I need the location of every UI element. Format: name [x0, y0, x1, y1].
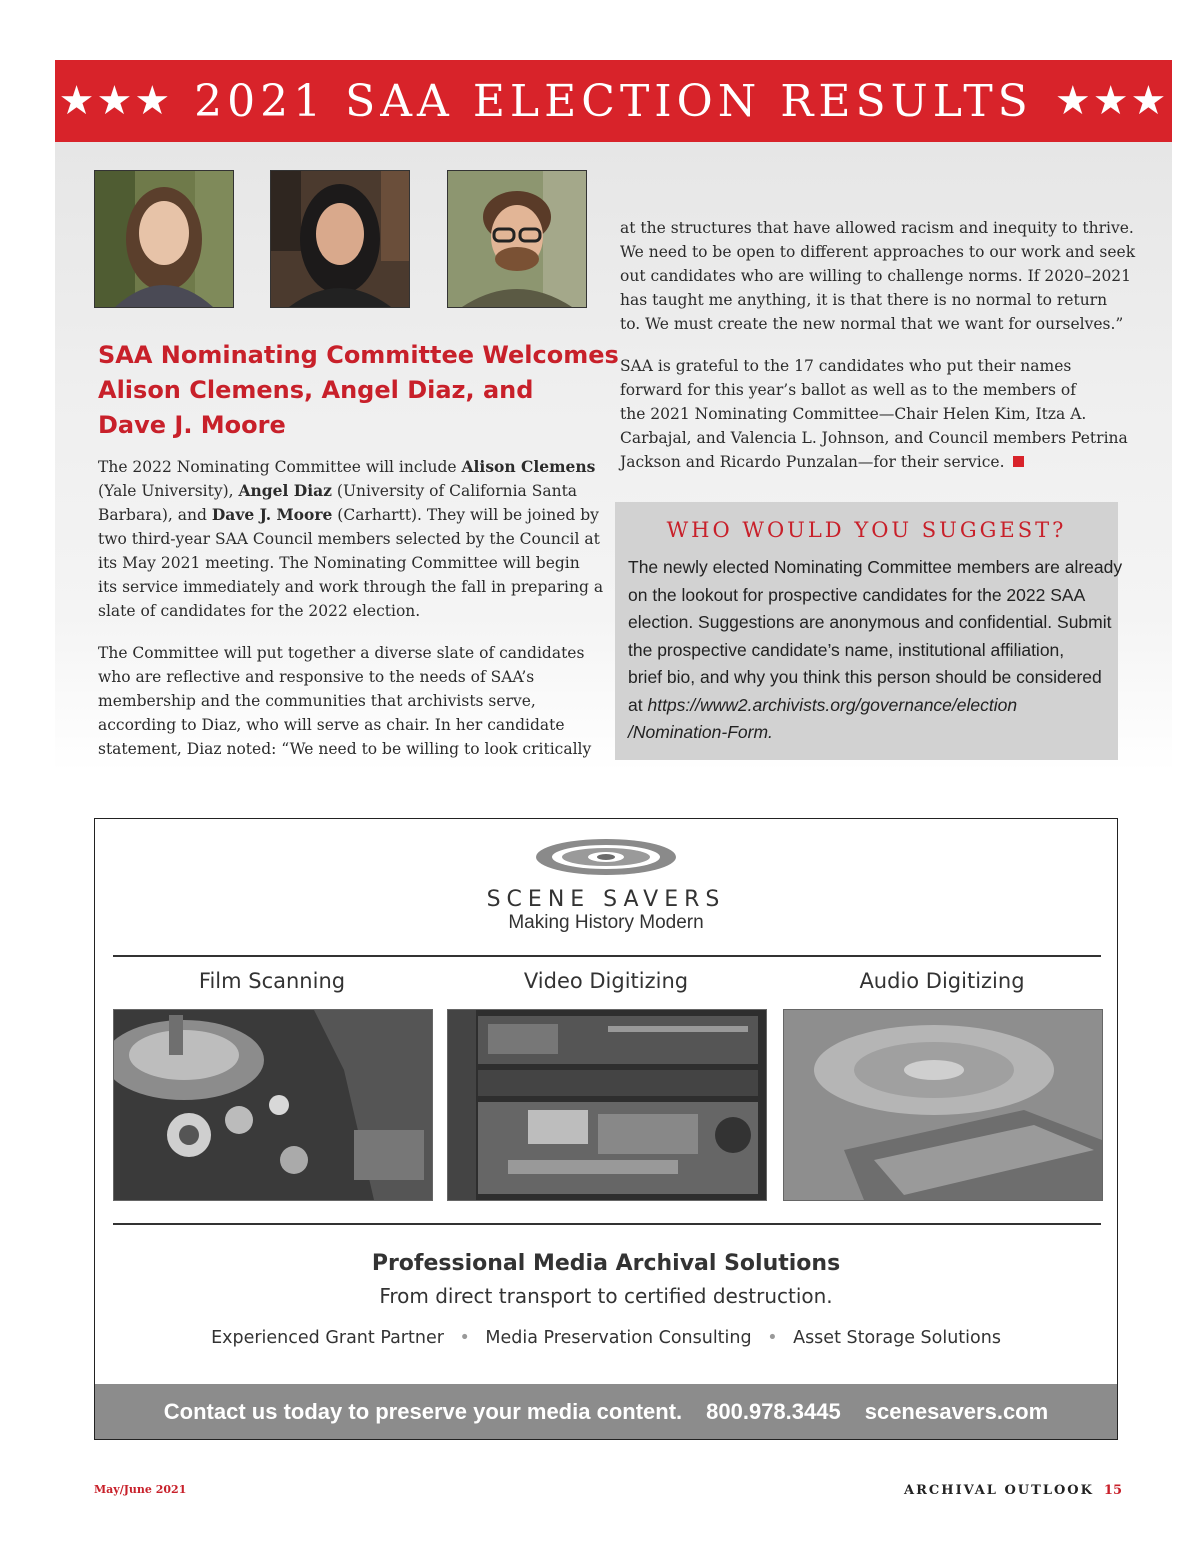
text-line: to. We must create the new normal that we want for ourselves.”	[620, 315, 1124, 333]
text-line: at the structures that have allowed racism and inequity to thrive.	[620, 219, 1134, 237]
headline-line: SAA Nominating Committee Welcomes	[98, 341, 619, 369]
feature-storage: Asset Storage Solutions	[793, 1328, 1001, 1348]
footer-publication	[904, 1483, 1122, 1498]
ad-headline: Professional Media Archival Solutions	[371, 1251, 841, 1276]
bullet-dot: •	[459, 1328, 470, 1348]
divider	[113, 955, 1101, 957]
contact-website[interactable]: scenesavers.com	[864, 1398, 1049, 1424]
scene-savers-ad	[94, 818, 1118, 1440]
text-line: the prospective candidate’s name, institutional affiliation,	[628, 639, 1065, 660]
audio-reel-image	[783, 1009, 1103, 1201]
text-line: Jackson and Ricardo Punzalan—for their service.	[620, 453, 1005, 471]
ad-subheadline: From direct transport to certified destruction.	[379, 1284, 833, 1308]
text-line: Carbajal, and Valencia L. Johnson, and Council members Petrina	[620, 429, 1128, 447]
banner-title: 2021 SAA ELECTION RESULTS	[194, 75, 1033, 127]
page-number: 15	[1103, 1483, 1122, 1498]
right-column	[620, 216, 1136, 492]
end-mark-icon	[1013, 456, 1024, 467]
stars-left: ★★★	[58, 78, 173, 124]
text-line: The newly elected Nominating Committee members are already	[628, 557, 1123, 577]
text-run: at	[628, 694, 648, 715]
name-alison-clemens: Alison Clemens	[461, 457, 596, 476]
ad-contact-bar	[95, 1384, 1117, 1439]
left-column	[98, 455, 604, 779]
service-label-video: Video Digitizing	[523, 969, 689, 993]
bullet-dot: •	[767, 1328, 778, 1348]
text-run: (Carhartt). They will be joined by	[332, 506, 599, 524]
publication-name: ARCHIVAL OUTLOOK	[904, 1483, 1094, 1498]
suggest-body	[628, 554, 1123, 747]
text-line: The Committee will put together a diverse slate of candidates	[98, 644, 585, 662]
text-line: membership and the communities that archivists serve,	[98, 692, 536, 710]
text-line: out candidates who are willing to challenge norms. If 2020–2021	[620, 267, 1132, 285]
text-run: Barbara), and	[98, 506, 212, 524]
headline-line: Dave J. Moore	[98, 411, 286, 439]
paragraph	[98, 641, 598, 761]
feature-consulting: Media Preservation Consulting	[485, 1328, 752, 1348]
service-label-audio: Audio Digitizing	[859, 969, 1025, 993]
text-line: two third-year SAA Council members selected by the Council at	[98, 530, 600, 548]
page-banner	[55, 60, 1172, 142]
nomination-form-link-cont[interactable]: /Nomination-Form.	[628, 722, 773, 742]
film-scanner-image	[113, 1009, 433, 1201]
ad-tagline: Making History Modern	[508, 912, 704, 933]
photo-dave-moore	[447, 170, 587, 308]
paragraph	[620, 354, 1128, 474]
divider	[113, 1223, 1101, 1225]
text-run: The 2022 Nominating Committee will include	[98, 458, 462, 476]
photo-alison-clemens	[94, 170, 234, 308]
service-label-film: Film Scanning	[198, 969, 346, 993]
contact-phone[interactable]: 800.978.3445	[706, 1398, 841, 1424]
footer-issue: May/June 2021	[94, 1483, 187, 1496]
suggest-title: WHO WOULD YOU SUGGEST?	[666, 518, 1067, 542]
text-line: who are reflective and responsive to the needs of SAA’s	[98, 668, 535, 686]
scene-savers-logo	[535, 837, 677, 877]
text-line: its service immediately and work through the fall in preparing a	[98, 578, 604, 596]
text-line: SAA is grateful to the 17 candidates who put their names	[620, 357, 1072, 375]
name-angel-diaz: Angel Diaz	[238, 481, 332, 500]
text-line: slate of candidates for the 2022 election.	[98, 602, 421, 620]
text-line: on the lookout for prospective candidates for the 2022 SAA	[628, 584, 1086, 605]
text-line: has taught me anything, it is that there is no normal to return	[620, 291, 1108, 309]
text-line: brief bio, and why you think this person should be considered	[628, 667, 1102, 687]
text-line: forward for this year’s ballot as well as to the members of	[620, 381, 1077, 399]
paragraph	[620, 216, 1136, 336]
text-line: its May 2021 meeting. The Nominating Committee will begin	[98, 554, 580, 572]
text-run: (Yale University),	[98, 482, 239, 500]
stars-right: ★★★	[1054, 78, 1169, 124]
paragraph	[98, 455, 604, 623]
feature-grant: Experienced Grant Partner	[211, 1328, 444, 1348]
text-line: election. Suggestions are anonymous and confidential. Submit	[628, 612, 1112, 632]
text-line: according to Diaz, who will serve as chair. In her candidate	[98, 716, 565, 734]
photo-angel-diaz	[270, 170, 410, 308]
contact-cta: Contact us today to preserve your media content.	[163, 1398, 683, 1424]
ad-brand: SCENE SAVERS	[486, 887, 726, 912]
text-line: We need to be open to different approaches to our work and seek	[620, 243, 1136, 261]
ad-features	[95, 1328, 1117, 1348]
nomination-form-link[interactable]: https://www2.archivists.org/governance/election	[647, 694, 1018, 715]
article-headline	[98, 338, 619, 443]
text-line: the 2021 Nominating Committee—Chair Helen Kim, Itza A.	[620, 405, 1087, 423]
text-run: (University of California Santa	[331, 482, 578, 500]
video-deck-image	[447, 1009, 767, 1201]
name-dave-moore: Dave J. Moore	[211, 505, 333, 524]
text-line: statement, Diaz noted: “We need to be willing to look critically	[98, 740, 592, 758]
suggest-box	[615, 502, 1123, 760]
headline-line: Alison Clemens, Angel Diaz, and	[98, 376, 534, 404]
